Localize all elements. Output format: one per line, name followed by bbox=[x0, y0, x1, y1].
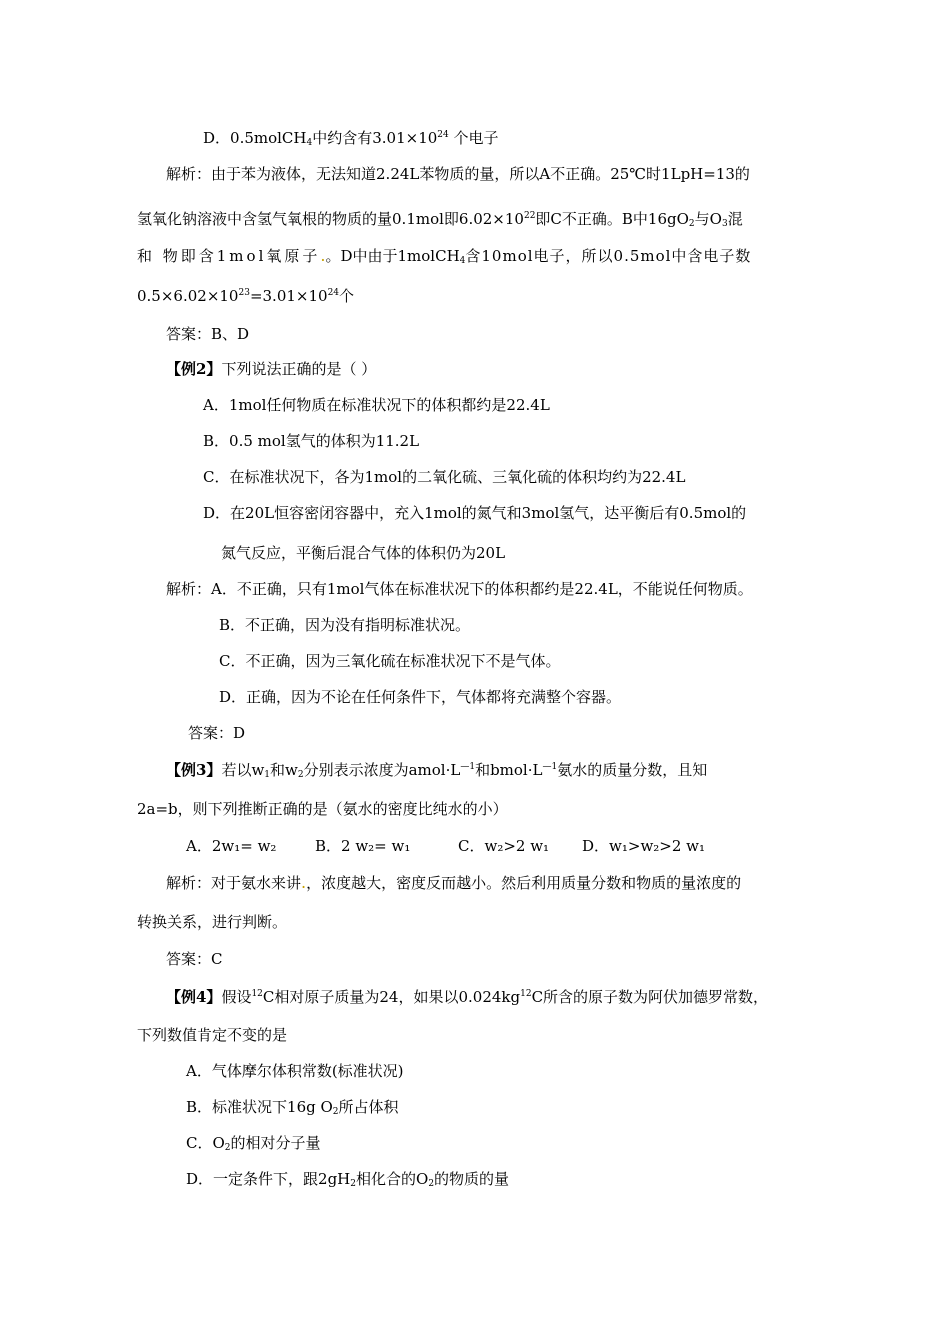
q4-stem-line-1: 【例4】假设$^{12}$C相对原子质量为24，如果以$0.024kg^{12}C$所含的原子数为阿伏加德罗常数， bbox=[166, 988, 769, 1006]
q2-analysis-c: C．不正确，因为三氧化硫在标准状况下不是气体。 bbox=[219, 652, 561, 670]
q4-stem-line-2: 下列数值肯定不变的是 bbox=[137, 1026, 288, 1044]
q2-option-d: D．在20L恒容密闭容器中，充入1mol的氮气和3mol氢气，达平衡后有0.5mol的 bbox=[203, 504, 747, 522]
q3-analysis-line-2: 转换关系，进行判断。 bbox=[137, 913, 288, 931]
q4-option-a: A．气体摩尔体积常数(标准状况) bbox=[186, 1062, 404, 1080]
q3-option-b: B．2 w₂= w₁ bbox=[315, 837, 411, 855]
q1-analysis-line-3: 和 物即含1mol氧原子.。D中由于1molCH$_4$含10mol电子，所以0.5mol中含电子数 bbox=[137, 246, 752, 266]
q3-label: 【例3】 bbox=[166, 761, 222, 779]
q2-label: 【例2】 bbox=[166, 360, 222, 378]
q3-option-d: D．w₁>w₂>2 w₁ bbox=[582, 837, 706, 855]
q4-option-c: C．$O_2$的相对分子量 bbox=[186, 1134, 321, 1153]
q2-option-d-cont: 氮气反应，平衡后混合气体的体积仍为20L bbox=[221, 544, 506, 562]
q2-option-a: A．1mol任何物质在标准状况下的体积都约是22.4L bbox=[203, 396, 550, 414]
q3-analysis-line-1: 解析：对于氨水来讲.，浓度越大，密度反而越小。然后利用质量分数和物质的量浓度的 bbox=[166, 873, 742, 892]
q4-label: 【例4】 bbox=[166, 988, 222, 1006]
q2-option-c: C．在标准状况下，各为1mol的二氧化硫、三氧化硫的体积均约为22.4L bbox=[203, 468, 686, 486]
q3-option-c: C．w₂>2 w₁ bbox=[458, 837, 550, 855]
q1-analysis-line-1: 解析：由于苯为液体，无法知道2.24L苯物质的量，所以A不正确。25℃时1LpH=13的 bbox=[166, 165, 750, 183]
q3-answer: 答案：C bbox=[166, 950, 223, 968]
q2-stem: 【例2】下列说法正确的是（ ） bbox=[166, 360, 377, 378]
q2-option-b: B．0.5 mol氢气的体积为11.2L bbox=[203, 432, 420, 450]
q1-answer: 答案：B、D bbox=[166, 325, 250, 343]
q4-option-b: B．标准状况下16g $O_2$所占体积 bbox=[186, 1098, 399, 1117]
q3-option-a: A．2w₁= w₂ bbox=[186, 837, 277, 855]
q3-stem-line-1: 【例3】若以$w_1$和$w_2$分别表示浓度为$amol\cdot L^{—1}$和$bmol\cdot L^{—1}$氨水的质量分数，且知 bbox=[166, 761, 708, 780]
q1-analysis-line-4: $0.5\times 6.02\times 10^{23}=3.01\times 10^{24}$个 bbox=[137, 287, 355, 305]
q1-analysis-line-2: 氢氧化钠溶液中含氢气氧根的物质的量0.1mol即$6.02\times 10^{22}$即C不正确。B中$16gO_2$与$O_3$混 bbox=[137, 210, 743, 229]
q3-stem-line-2: 2a=b，则下列推断正确的是（氨水的密度比纯水的小） bbox=[137, 800, 508, 818]
q1-option-d: D．0.5molCH$_4$中约含有$3.01\times 10^{24}$ 个电子 bbox=[203, 129, 499, 148]
q2-analysis-d: D．正确，因为不论在任何条件下，气体都将充满整个容器。 bbox=[219, 688, 622, 706]
q4-option-d: D．一定条件下，跟$2gH_2$相化合的$O_2$的物质的量 bbox=[186, 1170, 510, 1189]
q2-answer: 答案：D bbox=[188, 724, 246, 742]
q2-analysis-b: B．不正确，因为没有指明标准状况。 bbox=[219, 616, 471, 634]
q2-analysis-a: 解析：A．不正确，只有1mol气体在标准状况下的体积都约是22.4L，不能说任何物质。 bbox=[166, 580, 753, 598]
